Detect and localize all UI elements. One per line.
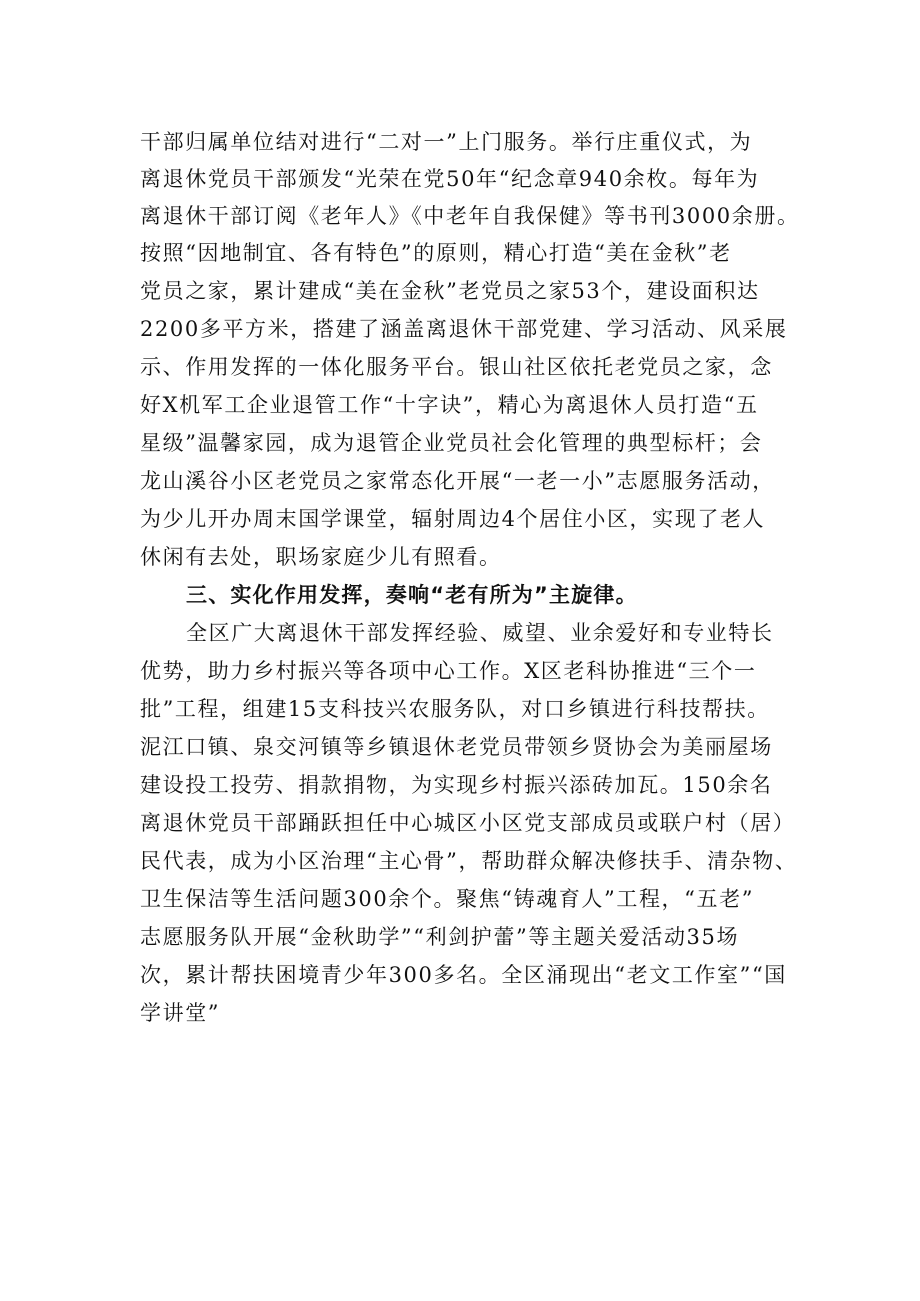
body-text-line: 为少儿开办周末国学课堂，辐射周边4个居住小区，实现了老人	[140, 507, 766, 531]
body-text-line: 学讲堂”	[140, 1001, 221, 1025]
body-text-line: 党员之家，累计建成“美在金秋”老党员之家53个，建设面积达	[140, 279, 760, 303]
section-heading: 三、实化作用发挥，奏响“老有所为”主旋律。	[186, 583, 638, 607]
body-text-line: 示、作用发挥的一体化服务平台。银山社区依托老党员之家，念	[140, 355, 773, 379]
body-text-line: 按照“因地制宜、各有特色”的原则，精心打造“美在金秋”老	[140, 241, 732, 265]
body-text-line: 龙山溪谷小区老党员之家常态化开展“一老一小”志愿服务活动，	[140, 469, 775, 493]
body-text-line: 离退休干部订阅《老年人》《中老年自我保健》等书刊3000余册。	[140, 204, 800, 228]
body-text-line: 建设投工投劳、捐款捐物，为实现乡村振兴添砖加瓦。150余名	[140, 773, 773, 797]
body-text-line: 休闲有去处，职场家庭少儿有照看。	[140, 545, 502, 569]
body-text-line: 全区广大离退休干部发挥经验、威望、业余爱好和专业特长	[186, 621, 774, 645]
body-text-line: 次，累计帮扶困境青少年300多名。全区涌现出“老文工作室”“国	[140, 963, 787, 987]
body-text-line: 卫生保洁等生活问题300余个。聚焦“铸魂育人”工程，“五老”	[140, 887, 755, 911]
body-text-line: 民代表，成为小区治理“主心骨”，帮助群众解决修扶手、清杂物、	[140, 849, 798, 873]
body-text-line: 优势，助力乡村振兴等各项中心工作。X区老科协推进“三个一	[140, 659, 757, 683]
body-text-line: 离退休党员干部踊跃担任中心城区小区党支部成员或联户村（居）	[140, 811, 796, 835]
body-text-line: 2200多平方米，搭建了涵盖离退休干部党建、学习活动、风采展	[140, 317, 788, 341]
body-text-line: 星级”温馨家园，成为退管企业党员社会化管理的典型标杆；会	[140, 431, 763, 455]
body-text-line: 志愿服务队开展“金秋助学”“利剑护蕾”等主题关爱活动35场	[140, 925, 740, 949]
body-text-line: 批”工程，组建15支科技兴农服务队，对口乡镇进行科技帮扶。	[140, 697, 770, 721]
body-text-line: 泥江口镇、泉交河镇等乡镇退休老党员带领乡贤协会为美丽屋场	[140, 735, 773, 759]
body-text-line: 好X机军工企业退管工作“十字诀”，精心为离退休人员打造“五	[140, 393, 759, 417]
body-text-line: 干部归属单位结对进行“二对一”上门服务。举行庄重仪式，为	[140, 130, 753, 154]
body-text-line: 离退休党员干部颁发“光荣在党50年“纪念章940余枚。每年为	[140, 167, 760, 191]
